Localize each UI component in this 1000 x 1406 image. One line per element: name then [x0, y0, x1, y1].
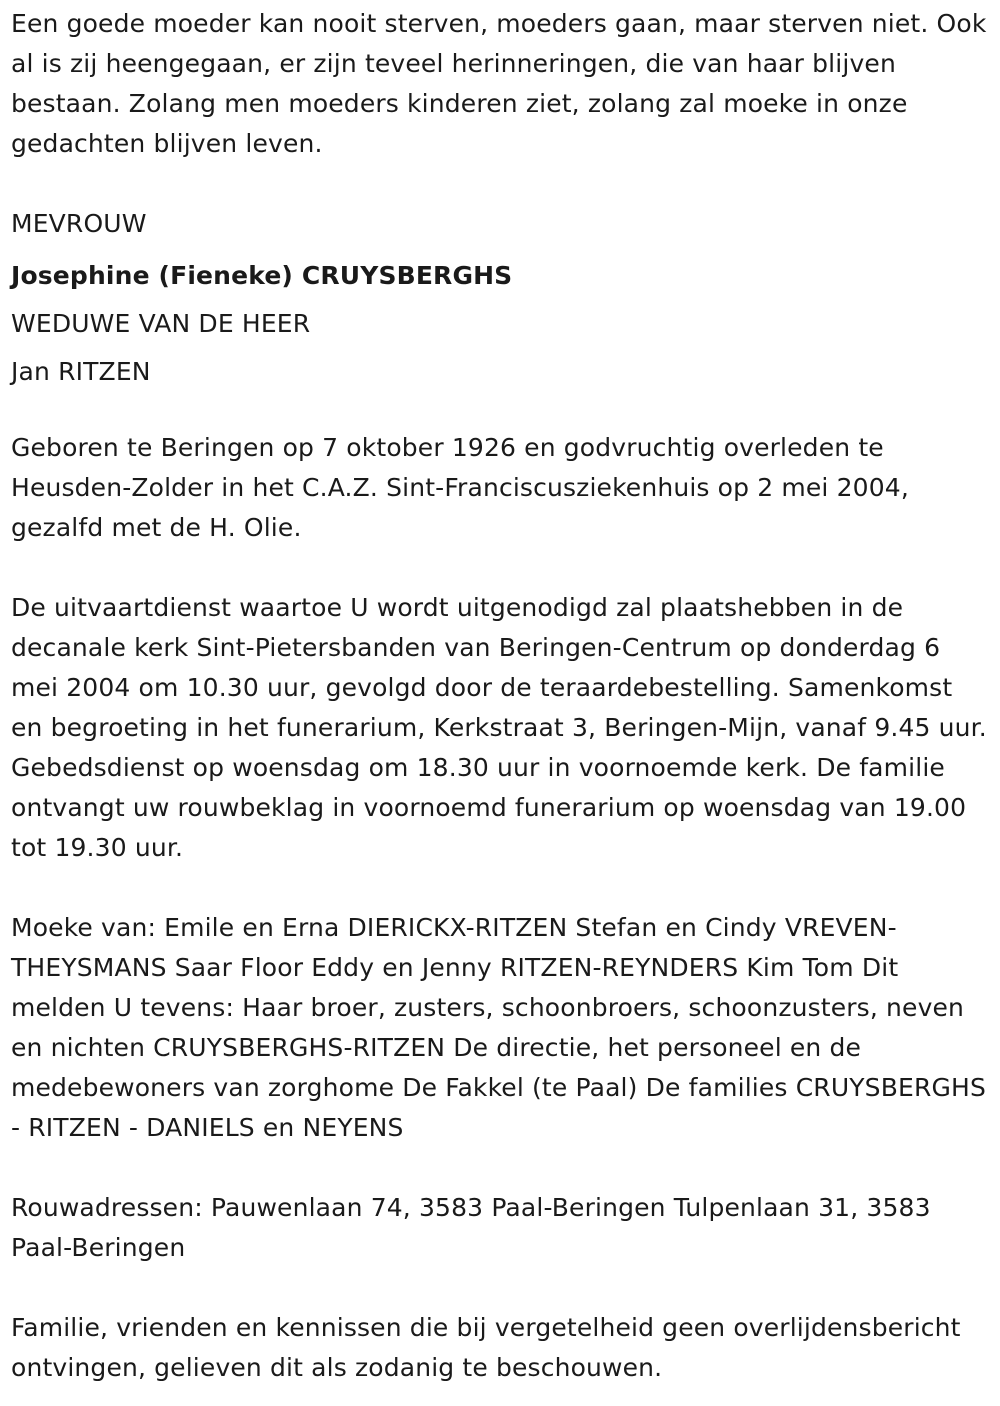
notice-paragraph: Familie, vrienden en kennissen die bij vergetelheid geen overlijdensbericht ontvingen, gelieven dit als zodanig te beschouwen.: [11, 1313, 961, 1382]
obituary-document: [11, 4, 989, 1388]
spouse-name: Jan RITZEN: [11, 357, 151, 386]
service-paragraph: De uitvaartdienst waartoe U wordt uitgenodigd zal plaatshebben in de decanale kerk Sint-Pietersbanden van Beringen-Centrum op donderdag 6 mei 2004 om 10.30 uur, gevolgd door de teraardebestelling. Samenkomst en begroeting in het funerarium, Kerkstraat 3, Beringen-Mijn, vanaf 9.45 uur. Gebedsdienst op woensdag om 18.30 uur in voornoemde kerk. De familie ontvangt uw rouwbeklag in voornoemd funerarium op woensdag van 19.00 tot 19.30 uur.: [11, 593, 987, 862]
deceased-name: Josephine (Fieneke) CRUYSBERGHS: [11, 261, 513, 290]
deceased-block: [11, 204, 989, 396]
deceased-relation: WEDUWE VAN DE HEER: [11, 309, 311, 338]
poem-paragraph: Een goede moeder kan nooit sterven, moeders gaan, maar sterven niet. Ook al is zij heengegaan, er zijn teveel herinneringen, die van haar blijven bestaan. Zolang men moeders kinderen ziet, zolang zal moeke in onze gedachten blijven leven.: [11, 9, 987, 158]
deceased-title: MEVROUW: [11, 209, 147, 238]
birth-death-paragraph: Geboren te Beringen op 7 oktober 1926 en godvruchtig overleden te Heusden-Zolder in het C.A.Z. Sint-Franciscusziekenhuis op 2 mei 2004, gezalfd met de H. Olie.: [11, 433, 909, 542]
addresses-paragraph: Rouwadressen: Pauwenlaan 74, 3583 Paal-Beringen Tulpenlaan 31, 3583 Paal-Beringen: [11, 1193, 931, 1262]
family-paragraph: Moeke van: Emile en Erna DIERICKX-RITZEN Stefan en Cindy VREVEN-THEYSMANS Saar Floor Eddy en Jenny RITZEN-REYNDERS Kim Tom Dit melden U tevens: Haar broer, zusters, schoonbroers, schoonzusters, neven en nichten CRUYSBERGHS-RITZEN De directie, het personeel en de medebewoners van zorghome De Fakkel (te Paal) De families CRUYSBERGHS - RITZEN - DANIELS en NEYENS: [11, 913, 986, 1142]
